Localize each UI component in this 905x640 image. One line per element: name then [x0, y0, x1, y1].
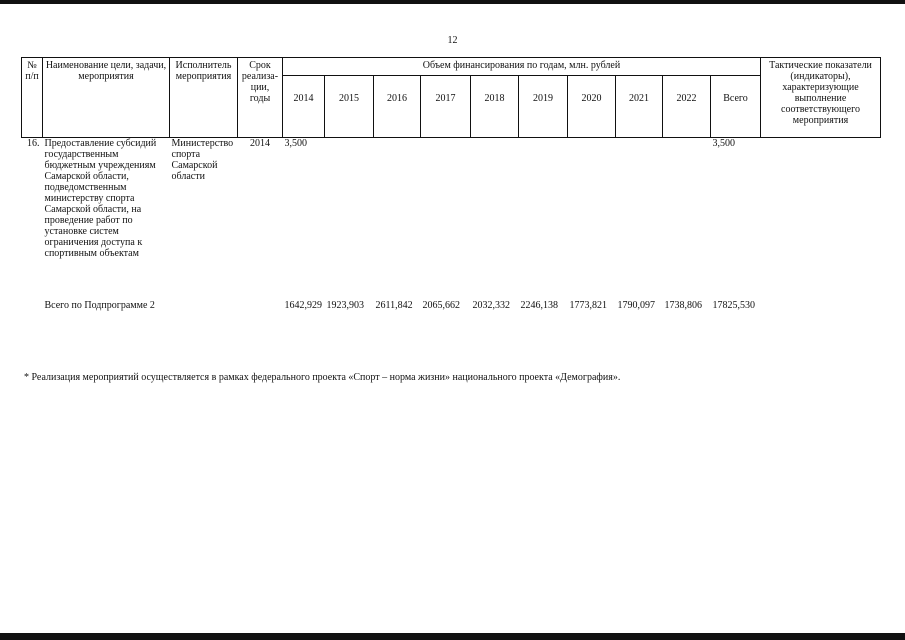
- row-value: [568, 138, 616, 300]
- total-grand: 17825,530: [712, 299, 755, 311]
- header-indicators: Тактические показатели (индикаторы), характеризующие выполнение соответствующего мероприятия: [761, 58, 881, 138]
- total-value: 2065,662: [422, 299, 460, 311]
- row-num: 16.: [27, 138, 40, 149]
- total-value: 1738,806: [664, 299, 702, 311]
- header-year: 2016: [374, 76, 421, 138]
- header-year: 2019: [519, 76, 568, 138]
- header-year: 2018: [471, 76, 519, 138]
- header-funding: Объем финансирования по годам, млн. рублей: [283, 58, 761, 76]
- header-year: 2022: [663, 76, 711, 138]
- header-year: 2021: [616, 76, 663, 138]
- total-value: 1642,929: [284, 299, 322, 311]
- top-border: [0, 0, 905, 4]
- total-value: 2611,842: [375, 299, 413, 311]
- row-value: [471, 138, 519, 300]
- row-value: [519, 138, 568, 300]
- total-value: 1773,821: [569, 299, 607, 311]
- total-value: 1923,903: [326, 299, 364, 311]
- header-total: Всего: [711, 76, 761, 138]
- row-term: 2014: [250, 138, 270, 149]
- row-total: 3,500: [712, 138, 735, 149]
- header-term: Срок реализа- ции, годы: [238, 58, 283, 138]
- header-num: № п/п: [22, 58, 43, 138]
- total-num: [22, 300, 43, 330]
- footnote: * Реализация мероприятий осуществляется в рамках федерального проекта «Спорт – норма жизни» национального проекта «Демография».: [24, 372, 621, 383]
- total-label: Всего по Подпрограмме 2: [44, 299, 155, 311]
- row-executor: Министерство спорта Самарской области: [171, 138, 234, 182]
- header-year: 2020: [568, 76, 616, 138]
- header-name: Наименование цели, задачи, мероприятия: [43, 58, 170, 138]
- table-row: [22, 138, 881, 300]
- row-value: [616, 138, 663, 300]
- funding-table: [21, 57, 881, 330]
- row-value: [663, 138, 711, 300]
- row-value: 3,500: [284, 138, 307, 149]
- row-value: [421, 138, 471, 300]
- page-number: 12: [447, 35, 458, 46]
- row-indicators: [761, 138, 881, 300]
- row-value: [374, 138, 421, 300]
- total-value: 1790,097: [617, 299, 655, 311]
- total-value: 2032,332: [472, 299, 510, 311]
- header-year: 2017: [421, 76, 471, 138]
- header-year: 2014: [283, 76, 325, 138]
- row-value: [325, 138, 374, 300]
- bottom-border: [0, 633, 905, 640]
- header-year: 2015: [325, 76, 374, 138]
- header-executor: Исполнитель мероприятия: [170, 58, 238, 138]
- total-value: 2246,138: [520, 299, 558, 311]
- total-row: [22, 300, 881, 330]
- row-name: Предоставление субсидий государственным бюджетным учреждениям Самарской области, подведомственным министерству спорта Самарской области, на проведение работ по установке систем ограничения доступа к спортивным объектам: [44, 138, 157, 259]
